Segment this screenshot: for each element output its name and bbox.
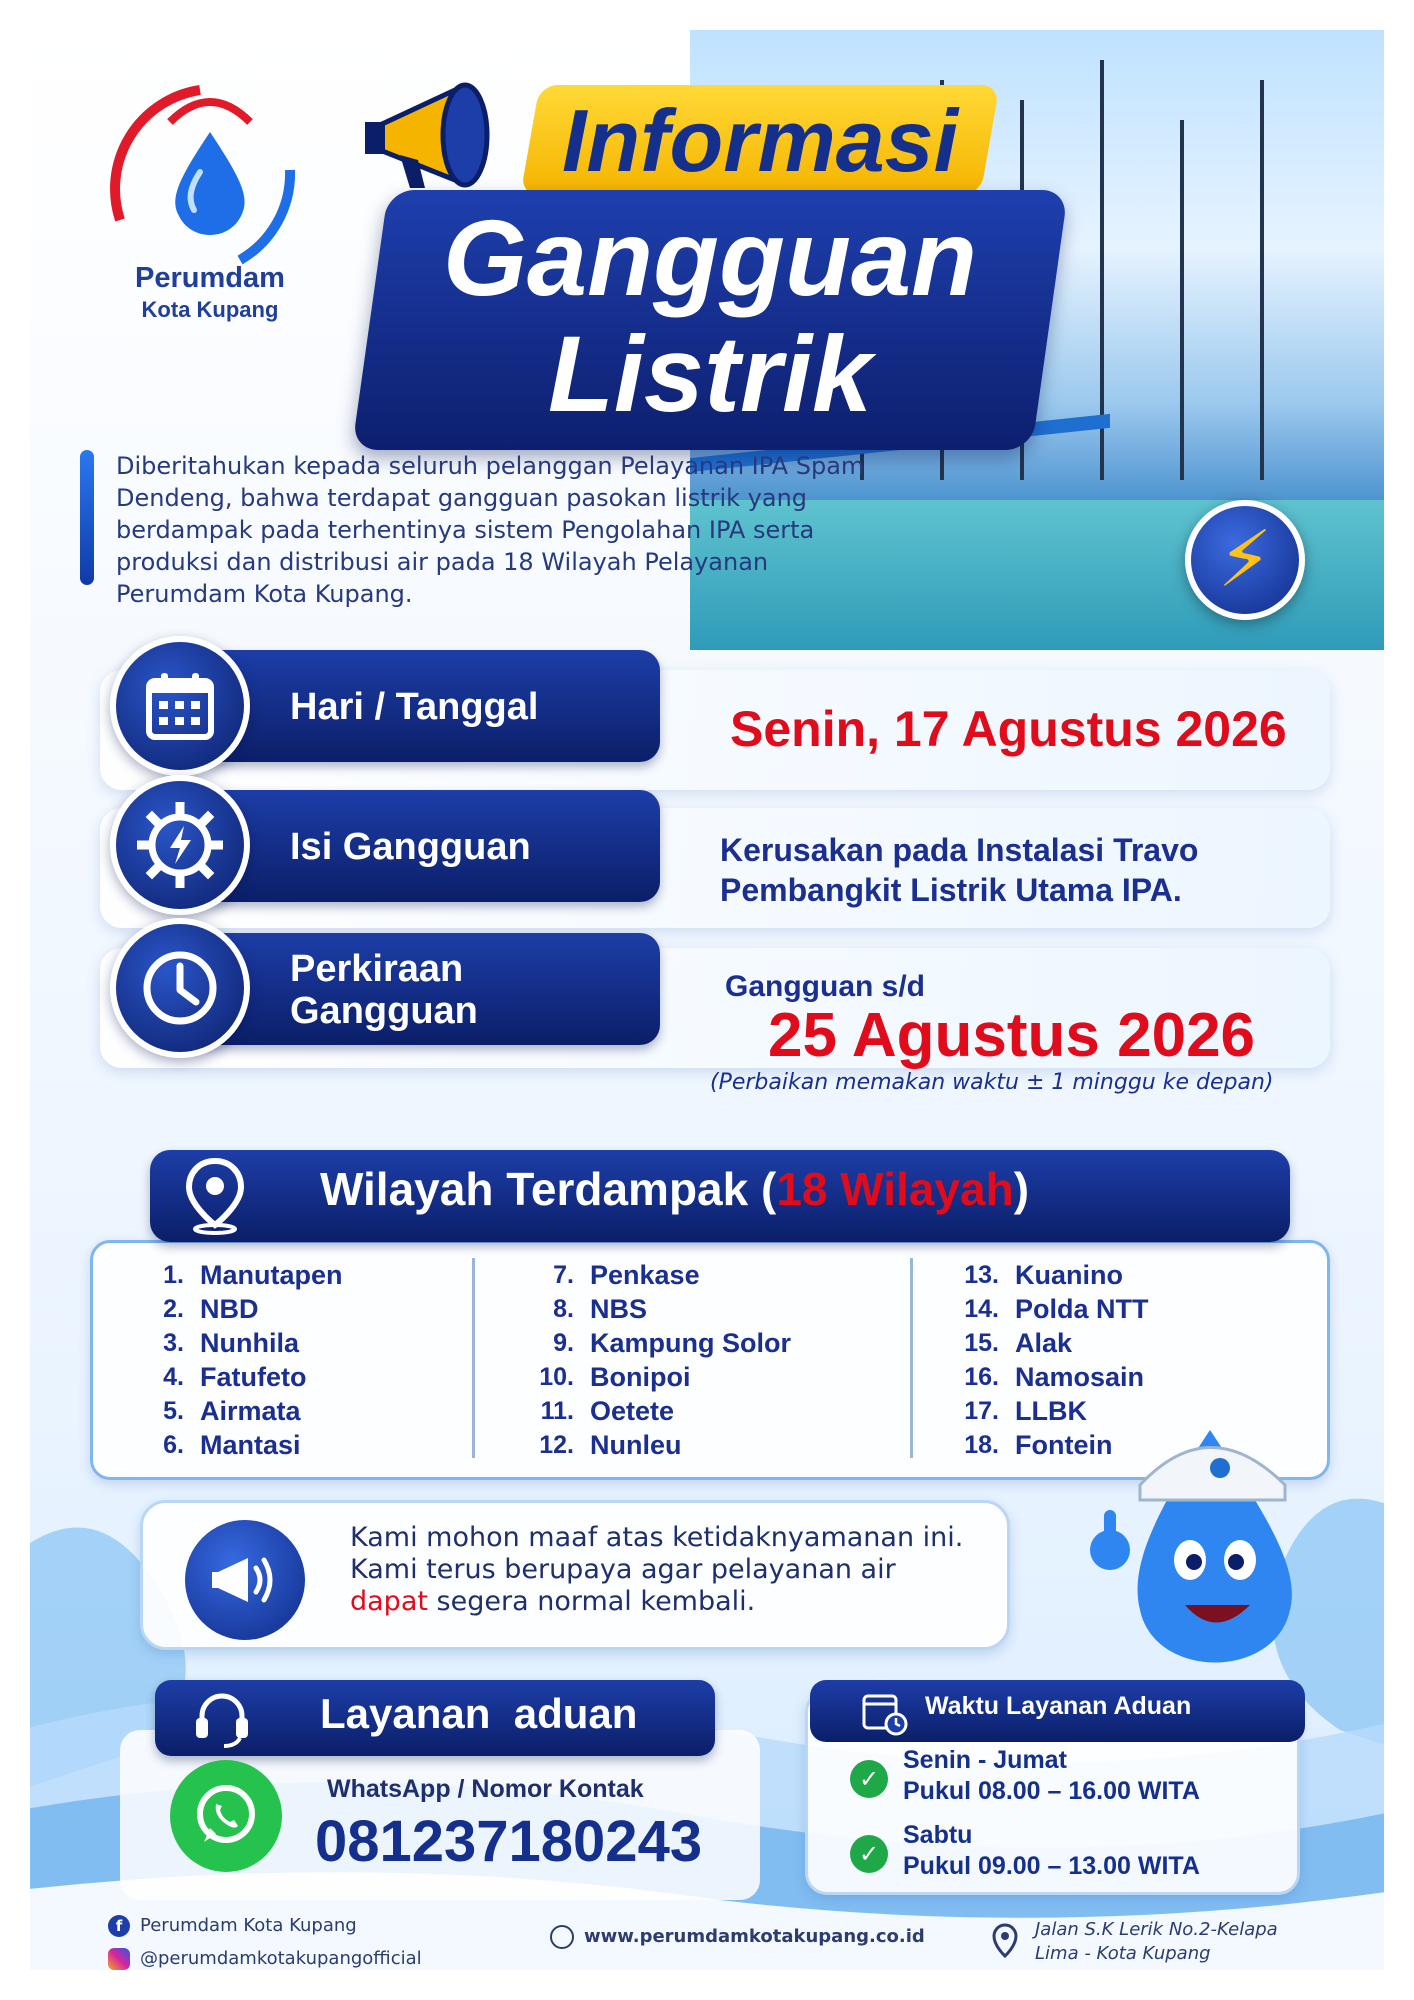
areas-count: 18 Wilayah bbox=[776, 1163, 1014, 1215]
lightning-icon: ⚡ bbox=[1185, 500, 1305, 620]
facebook-icon: f bbox=[108, 1915, 130, 1937]
title-line2: Listrik bbox=[547, 313, 873, 434]
issue-value-line2: Pembangkit Listrik Utama IPA. bbox=[720, 872, 1182, 908]
intro-text: Diberitahukan kepada seluruh pelanggan Pelayanan IPA Spam Dendeng, bahwa terdapat gangguan pasokan listrik yang berdampak pada terhentinya sistem Pengolahan IPA serta produksi dan distribusi air pada 18 Wilayah Pelayanan Perumdam Kota Kupang. bbox=[116, 452, 865, 608]
instagram-icon bbox=[108, 1948, 130, 1970]
item-name: Mantasi bbox=[200, 1429, 301, 1460]
item-number: 10. bbox=[539, 1362, 574, 1391]
areas-title-text: Wilayah Terdampak ( bbox=[320, 1163, 777, 1215]
estimate-note: (Perbaikan memakan waktu ± 1 minggu ke depan) bbox=[710, 1070, 1274, 1095]
item-name: Kampung Solor bbox=[590, 1327, 791, 1358]
company-name-line1: Perumdam bbox=[135, 262, 285, 294]
item-name: Manutapen bbox=[200, 1259, 343, 1290]
website-text: www.perumdamkotakupang.co.id bbox=[584, 1926, 925, 1947]
item-number: 3. bbox=[163, 1328, 184, 1357]
item-number: 12. bbox=[539, 1430, 574, 1459]
location-icon bbox=[990, 1922, 1020, 1962]
complaint-title: Layanan aduan bbox=[320, 1690, 638, 1737]
estimate-date: 25 Agustus 2026 bbox=[768, 1001, 1256, 1070]
estimate-label-line1: Perkiraan bbox=[290, 948, 464, 990]
megaphone-icon bbox=[360, 70, 520, 200]
list-item bbox=[955, 1326, 1149, 1360]
check-icon: ✓ bbox=[850, 1760, 888, 1798]
item-number: 4. bbox=[163, 1362, 184, 1391]
tower-line bbox=[1180, 120, 1184, 480]
water-drop-mascot bbox=[1070, 1390, 1330, 1690]
globe-icon bbox=[550, 1925, 574, 1949]
intro-accent-bar bbox=[80, 450, 94, 585]
column-divider bbox=[472, 1258, 475, 1458]
item-number: 11. bbox=[540, 1396, 574, 1425]
item-name: NBD bbox=[200, 1293, 259, 1324]
areas-title-close: ) bbox=[1013, 1163, 1030, 1215]
title-top: Informasi bbox=[561, 91, 959, 190]
instagram-link[interactable] bbox=[108, 1948, 422, 1970]
calendar-icon bbox=[110, 636, 250, 776]
whatsapp-icon[interactable] bbox=[170, 1760, 282, 1872]
item-name: NBS bbox=[590, 1293, 648, 1324]
item-name: Bonipoi bbox=[590, 1361, 691, 1392]
apology-part1: Kami mohon maaf atas ketidaknyamanan ini. Kami terus berupaya agar pelayanan air bbox=[350, 1522, 964, 1585]
list-item bbox=[955, 1258, 1149, 1292]
list-item bbox=[530, 1360, 791, 1394]
address-line2: Lima - Kota Kupang bbox=[1035, 1943, 1211, 1964]
item-name: Alak bbox=[1015, 1327, 1073, 1358]
item-number: 2. bbox=[163, 1294, 184, 1323]
poster bbox=[30, 30, 1384, 1970]
item-number: 9. bbox=[553, 1328, 574, 1357]
hours-days: Senin - Jumat bbox=[903, 1746, 1067, 1774]
apology-highlight: dapat bbox=[350, 1586, 428, 1617]
list-item bbox=[530, 1292, 791, 1326]
item-number: 14. bbox=[964, 1294, 999, 1323]
item-name: Fatufeto bbox=[200, 1361, 307, 1392]
company-name-line2: Kota Kupang bbox=[141, 297, 279, 322]
estimate-label bbox=[290, 948, 478, 1032]
gear-bolt-icon bbox=[110, 775, 250, 915]
list-item bbox=[140, 1292, 343, 1326]
item-number: 1. bbox=[163, 1260, 184, 1289]
item-number: 17. bbox=[964, 1396, 999, 1425]
facebook-text: Perumdam Kota Kupang bbox=[140, 1915, 357, 1936]
website-link[interactable] bbox=[550, 1925, 925, 1949]
item-number: 13. bbox=[964, 1260, 999, 1289]
item-number: 6. bbox=[163, 1430, 184, 1459]
issue-label: Isi Gangguan bbox=[290, 826, 531, 868]
item-name: Namosain bbox=[1015, 1361, 1145, 1392]
issue-value bbox=[720, 830, 1198, 910]
item-number: 15. bbox=[964, 1328, 999, 1357]
headset-icon bbox=[190, 1686, 254, 1750]
apology-text bbox=[350, 1522, 970, 1618]
item-name: Oetete bbox=[590, 1395, 675, 1426]
hours-saturday bbox=[903, 1820, 1200, 1882]
calendar-clock-icon bbox=[860, 1688, 908, 1736]
list-item bbox=[140, 1258, 343, 1292]
phone-number[interactable]: 081237180243 bbox=[315, 1809, 703, 1874]
apology-part2: segera normal kembali. bbox=[427, 1586, 756, 1617]
item-name: Nunleu bbox=[590, 1429, 682, 1460]
title-line1: Gangguan bbox=[443, 197, 977, 318]
list-item bbox=[530, 1394, 791, 1428]
list-item bbox=[955, 1292, 1149, 1326]
page-title bbox=[390, 197, 1030, 434]
company-name bbox=[90, 262, 330, 323]
instagram-text: @perumdamkotakupangofficial bbox=[140, 1948, 422, 1969]
hours-days: Sabtu bbox=[903, 1821, 973, 1849]
item-number: 8. bbox=[553, 1294, 574, 1323]
list-item bbox=[140, 1360, 343, 1394]
location-pin-icon bbox=[150, 1150, 280, 1242]
list-item bbox=[140, 1394, 343, 1428]
item-number: 18. bbox=[964, 1430, 999, 1459]
item-name: Nunhila bbox=[200, 1327, 299, 1358]
service-hours-title: Waktu Layanan Aduan bbox=[925, 1692, 1192, 1720]
item-name: LLBK bbox=[1015, 1395, 1087, 1426]
hours-weekdays bbox=[903, 1745, 1200, 1807]
address-line1: Jalan S.K Lerik No.2-Kelapa bbox=[1035, 1919, 1278, 1940]
date-label: Hari / Tanggal bbox=[290, 686, 539, 728]
item-number: 7. bbox=[553, 1260, 574, 1289]
item-name: Kuanino bbox=[1015, 1259, 1123, 1290]
megaphone-small-icon bbox=[185, 1520, 305, 1640]
item-name: Airmata bbox=[200, 1395, 301, 1426]
check-icon: ✓ bbox=[850, 1835, 888, 1873]
date-value: Senin, 17 Agustus 2026 bbox=[730, 701, 1287, 757]
hours-time: Pukul 09.00 – 13.00 WITA bbox=[903, 1852, 1200, 1880]
address bbox=[1035, 1918, 1278, 1966]
list-item bbox=[955, 1360, 1149, 1394]
hours-time: Pukul 08.00 – 16.00 WITA bbox=[903, 1777, 1200, 1805]
clock-icon bbox=[110, 918, 250, 1058]
list-item bbox=[140, 1326, 343, 1360]
list-item bbox=[530, 1326, 791, 1360]
item-number: 5. bbox=[163, 1396, 184, 1425]
item-name: Fontein bbox=[1015, 1429, 1113, 1460]
facebook-link[interactable] bbox=[108, 1915, 357, 1937]
column-divider bbox=[910, 1258, 913, 1458]
estimate-label-line2: Gangguan bbox=[290, 990, 478, 1032]
item-name: Polda NTT bbox=[1015, 1293, 1149, 1324]
contact-label: WhatsApp / Nomor Kontak bbox=[327, 1775, 644, 1803]
tower-line bbox=[1260, 80, 1264, 480]
logo-arc bbox=[80, 70, 340, 290]
item-number: 16. bbox=[964, 1362, 999, 1391]
list-item bbox=[530, 1258, 791, 1292]
item-name: Penkase bbox=[590, 1259, 700, 1290]
estimate-prefix: Gangguan s/d bbox=[725, 970, 926, 1003]
issue-value-line1: Kerusakan pada Instalasi Travo bbox=[720, 832, 1199, 868]
areas-title bbox=[320, 1162, 1029, 1216]
